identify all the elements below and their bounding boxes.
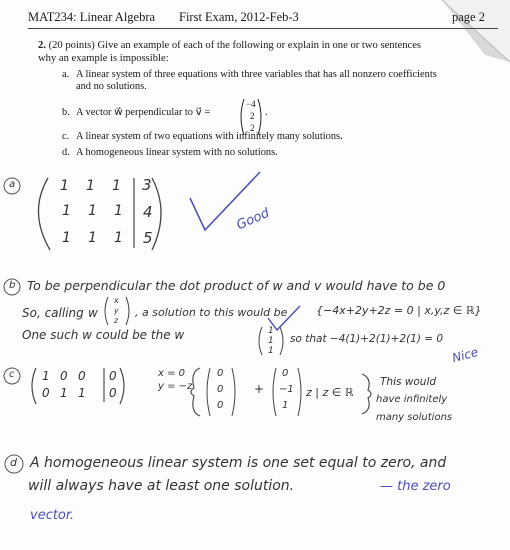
question-intro-line1: Give an example of each of the following or explain in one or two sentences bbox=[97, 40, 422, 51]
matrix-c-entry: 1 bbox=[42, 369, 50, 383]
answer-c-vec1-entry: 0 bbox=[217, 384, 224, 395]
matrix-a-entry: 1 bbox=[60, 178, 69, 194]
item-label: c. bbox=[62, 131, 70, 142]
matrix-c-entry: 0 bbox=[109, 386, 117, 400]
question-intro-line2: why an example is impossible: bbox=[38, 53, 169, 64]
answer-c-vec2-entry: 0 bbox=[282, 368, 289, 379]
vector-v-entry: 2 bbox=[250, 111, 255, 121]
answer-c-note: have infinitely bbox=[376, 394, 448, 405]
answer-c-plus: + bbox=[254, 382, 265, 396]
question-points: (20 points) bbox=[48, 40, 95, 51]
grader-note-vector: vector. bbox=[30, 508, 75, 523]
answer-b-label: b bbox=[9, 280, 16, 291]
matrix-c-entry: 0 bbox=[60, 369, 68, 383]
answer-c-note: This would bbox=[380, 376, 437, 388]
answer-b-vec2-entry: 1 bbox=[268, 326, 274, 336]
matrix-a-entry: 1 bbox=[88, 203, 97, 219]
page-number: page 2 bbox=[452, 10, 485, 24]
grader-note-nice: Nice bbox=[450, 344, 480, 366]
item-label: b. bbox=[62, 107, 70, 118]
matrix-a-entry: 4 bbox=[143, 203, 153, 221]
answer-b-vec2-entry: 1 bbox=[268, 346, 274, 356]
answer-c-vec2-entry: 1 bbox=[282, 400, 289, 411]
answer-d-line1: A homogeneous linear system is one set equal to zero, and bbox=[30, 455, 447, 471]
answer-b-vec-entry: x bbox=[114, 296, 119, 305]
matrix-c-entry: 0 bbox=[78, 369, 86, 383]
question-number: 2. bbox=[38, 40, 46, 51]
answer-b-line2-mid: , a solution to this would be bbox=[135, 306, 288, 319]
vector-v-entry: −4 bbox=[246, 99, 256, 109]
answer-b-line2-w: w bbox=[88, 306, 98, 320]
vector-v-entry: 2 bbox=[250, 123, 255, 133]
answer-b-line3-start: One such w could be the w bbox=[22, 328, 185, 342]
item-text-continued: and no solutions. bbox=[76, 81, 147, 92]
matrix-a-entry: 1 bbox=[88, 230, 97, 246]
matrix-a-entry: 5 bbox=[143, 229, 153, 247]
answer-c-set-tail: z | z ∈ ℝ bbox=[306, 386, 354, 399]
item-period: . bbox=[265, 107, 268, 118]
answer-b-vec-entry: y bbox=[114, 306, 119, 315]
answer-d-line2: will always have at least one solution. bbox=[28, 478, 295, 494]
matrix-c-entry: 1 bbox=[60, 386, 68, 400]
answer-d-label: d bbox=[10, 456, 17, 469]
answer-c-eq1: x = 0 bbox=[158, 368, 186, 379]
matrix-a-entry: 1 bbox=[62, 203, 71, 219]
matrix-c-entry: 1 bbox=[78, 386, 86, 400]
matrix-a-entry: 1 bbox=[112, 178, 121, 194]
answer-b-solution-set: {−4x+2y+2z = 0 | x,y,z ∈ ℝ} bbox=[316, 304, 482, 317]
answer-a-label: a bbox=[9, 179, 16, 190]
course-title: MAT234: Linear Algebra bbox=[28, 10, 156, 24]
answer-b-line3-end: so that −4(1)+2(1)+2(1) = 0 bbox=[290, 333, 444, 345]
item-text: A linear system of three equations with three variables that has all nonzero coefficients bbox=[76, 69, 437, 80]
matrix-a-entry: 1 bbox=[114, 203, 123, 219]
matrix-a-entry: 1 bbox=[86, 178, 95, 194]
answer-c-vec1-entry: 0 bbox=[217, 400, 224, 411]
answer-b-vec-entry: z bbox=[114, 316, 119, 325]
item-label: a. bbox=[62, 69, 70, 80]
answer-b-line2-start: So, calling bbox=[22, 306, 84, 320]
grader-note-zero: — the zero bbox=[380, 479, 451, 494]
exam-title: First Exam, 2012-Feb-3 bbox=[179, 10, 299, 24]
matrix-a-entry: 1 bbox=[62, 230, 71, 246]
item-text: A homogeneous linear system with no solutions. bbox=[76, 147, 278, 158]
answer-c-note: many solutions bbox=[376, 412, 453, 423]
item-text: A linear system of two equations with infinitely many solutions. bbox=[76, 131, 343, 142]
answer-b-line1: To be perpendicular the dot product of w and v would have to be 0 bbox=[27, 278, 446, 293]
item-text: A vector w⃗ perpendicular to v⃗ = bbox=[76, 107, 211, 118]
matrix-a-entry: 1 bbox=[114, 230, 123, 246]
matrix-c-entry: 0 bbox=[42, 386, 50, 400]
item-label: d. bbox=[62, 147, 70, 158]
answer-c-eq2: y = −z bbox=[158, 381, 193, 392]
matrix-c-entry: 0 bbox=[109, 369, 117, 383]
answer-c-label: c bbox=[9, 369, 15, 380]
answer-b-vec2-entry: 1 bbox=[268, 336, 274, 346]
answer-c-vec1-entry: 0 bbox=[217, 368, 224, 379]
grader-note-good: Good bbox=[234, 205, 272, 234]
answer-c-vec2-entry: −1 bbox=[279, 384, 294, 395]
matrix-a-entry: 3 bbox=[142, 176, 152, 194]
